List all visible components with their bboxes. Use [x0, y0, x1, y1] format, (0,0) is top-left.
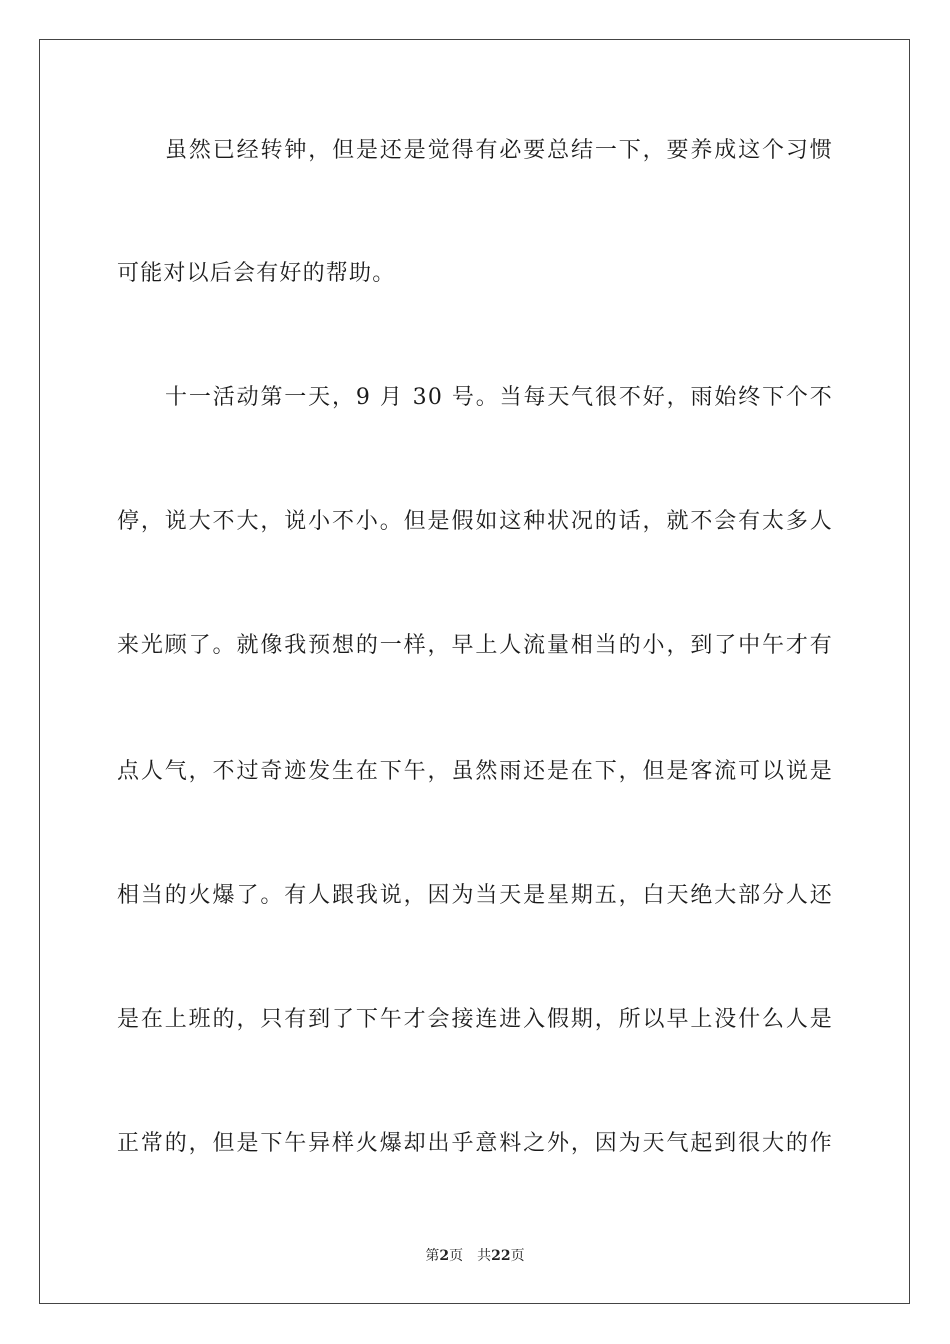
paragraph-line: 相当的火爆了。有人跟我说，因为当天是星期五，白天绝大部分人还	[117, 883, 833, 908]
paragraph-line: 正常的，但是下午异样火爆却出乎意料之外，因为天气起到很大的作	[117, 1131, 833, 1156]
page-prefix: 第	[425, 1248, 440, 1264]
total-pages: 22	[491, 1248, 511, 1264]
paragraph-line: 十一活动第一天，9 月 30 号。当每天气很不好，雨始终下个不	[165, 385, 833, 410]
paragraph-line: 来光顾了。就像我预想的一样，早上人流量相当的小，到了中午才有	[117, 633, 833, 658]
page-border	[39, 39, 910, 1304]
paragraph-line: 可能对以后会有好的帮助。	[117, 261, 396, 286]
paragraph-line: 停，说大不大，说小不小。但是假如这种状况的话，就不会有太多人	[117, 509, 833, 534]
total-prefix: 共	[477, 1248, 492, 1264]
paragraph-line: 是在上班的，只有到了下午才会接连进入假期，所以早上没什么人是	[117, 1007, 833, 1032]
page-number: 2	[439, 1248, 450, 1264]
paragraph-line: 点人气，不过奇迹发生在下午，虽然雨还是在下，但是客流可以说是	[117, 759, 833, 784]
total-suffix: 页	[510, 1248, 525, 1264]
paragraph-line: 虽然已经转钟，但是还是觉得有必要总结一下，要养成这个习惯	[165, 138, 833, 163]
page-suffix: 页	[449, 1248, 464, 1264]
page-footer	[0, 1246, 950, 1266]
